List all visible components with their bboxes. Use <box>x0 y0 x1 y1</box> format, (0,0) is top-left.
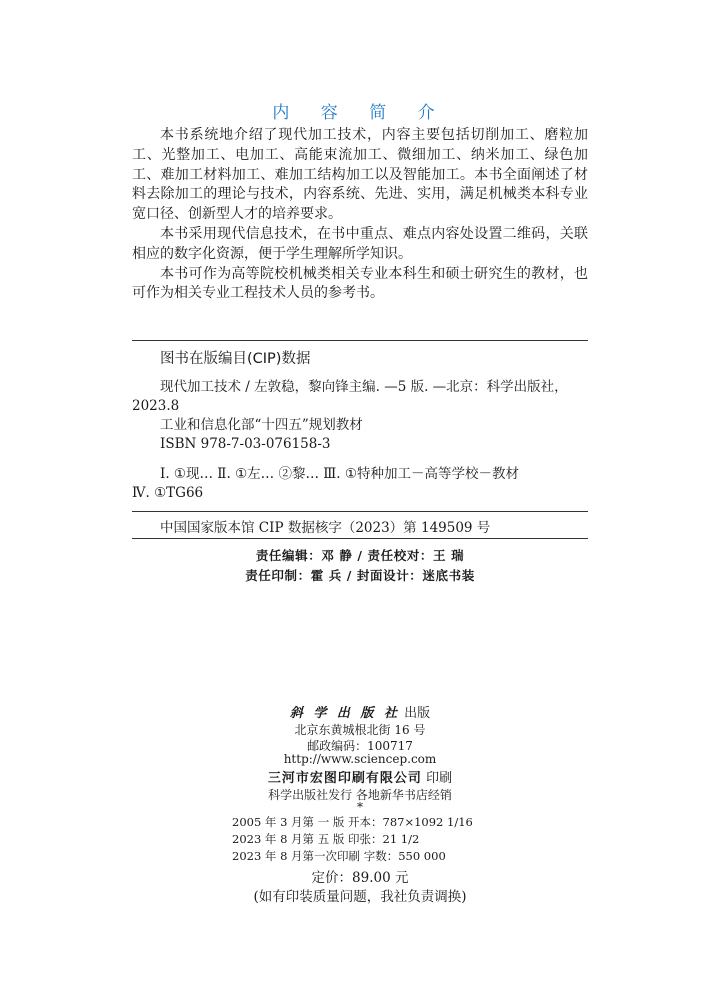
cip-mid-rule <box>132 511 588 512</box>
summary-heading: 内 容 简 介 <box>272 103 448 123</box>
distribution-line: 科学出版社发行 各地新华书店经销 <box>268 788 452 802</box>
edition-line-3: 2023 年 8 月第一次印刷 字数：550 000 <box>232 849 446 863</box>
publisher-name: 斜 学 出 版 社 <box>289 706 400 721</box>
cip-line-1: 现代加工技术 / 左敦稳，黎向锋主编. —5 版. —北京：科学出版社， <box>160 379 568 395</box>
edition-line-2: 2023 年 8 月第 五 版 印张：21 1/2 <box>232 832 420 846</box>
separator-star: * <box>357 800 363 814</box>
summary-paragraph-3: 本书可作为高等院校机械类相关专业本科生和硕士研究生的教材，也可作为相关专业工程技术人员的参考书。 <box>132 265 588 302</box>
cip-isbn: ISBN 978-7-03-076158-3 <box>160 436 331 452</box>
cip-class-2: Ⅳ. ①TG66 <box>132 485 204 501</box>
summary-body <box>132 126 588 304</box>
staff-line-1: 责任编辑：邓 静 / 责任校对：王 瑞 <box>255 548 465 563</box>
cip-top-rule <box>132 340 588 341</box>
edition-line-1: 2005 年 3 月第 一 版 开本：787×1092 1/16 <box>232 815 473 829</box>
publisher-postcode: 邮政编码：100717 <box>307 739 413 753</box>
cip-bottom-rule <box>132 538 588 539</box>
cip-heading: 图书在版编目(CIP)数据 <box>160 351 311 367</box>
publisher-line <box>0 702 720 721</box>
publisher-address: 北京东黄城根北街 16 号 <box>294 723 426 737</box>
cip-line-2: 工业和信息化部“十四五”规划教材 <box>160 417 363 433</box>
printer-name: 三河市宏图印刷有限公司 <box>267 771 422 786</box>
printer-line <box>0 767 720 786</box>
summary-paragraph-2: 本书采用现代信息技术，在书中重点、难点内容处设置二维码，关联相应的数字化资源，便于学生理解所学知识。 <box>132 225 588 262</box>
publisher-suffix: 出版 <box>404 706 431 721</box>
quality-note: (如有印装质量问题，我社负责调换) <box>253 889 467 905</box>
cip-record: 中国国家版本馆 CIP 数据核字（2023）第 149509 号 <box>160 520 491 536</box>
staff-line-2: 责任印制：霍 兵 / 封面设计：迷底书装 <box>245 568 475 583</box>
price: 定价：89.00 元 <box>311 870 409 886</box>
printer-suffix: 印刷 <box>426 771 453 786</box>
cip-line-1b: 2023.8 <box>132 398 180 414</box>
summary-paragraph-1: 本书系统地介绍了现代加工技术，内容主要包括切削加工、磨粒加工、光整加工、电加工、高能束流加工、微细加工、纳米加工、绿色加工、难加工材料加工、难加工结构加工以及智能加工。本书全面阐述了材料去除加工的理论与技术，内容系统、先进、实用，满足机械类本科专业宽口径、创新型人才的培养要求。 <box>132 127 588 223</box>
cip-class-1: Ⅰ. ①现… Ⅱ. ①左… ②黎… Ⅲ. ①特种加工－高等学校－教材 <box>160 466 519 482</box>
cip-block <box>132 378 588 503</box>
publisher-url: http://www.sciencep.com <box>283 752 437 766</box>
